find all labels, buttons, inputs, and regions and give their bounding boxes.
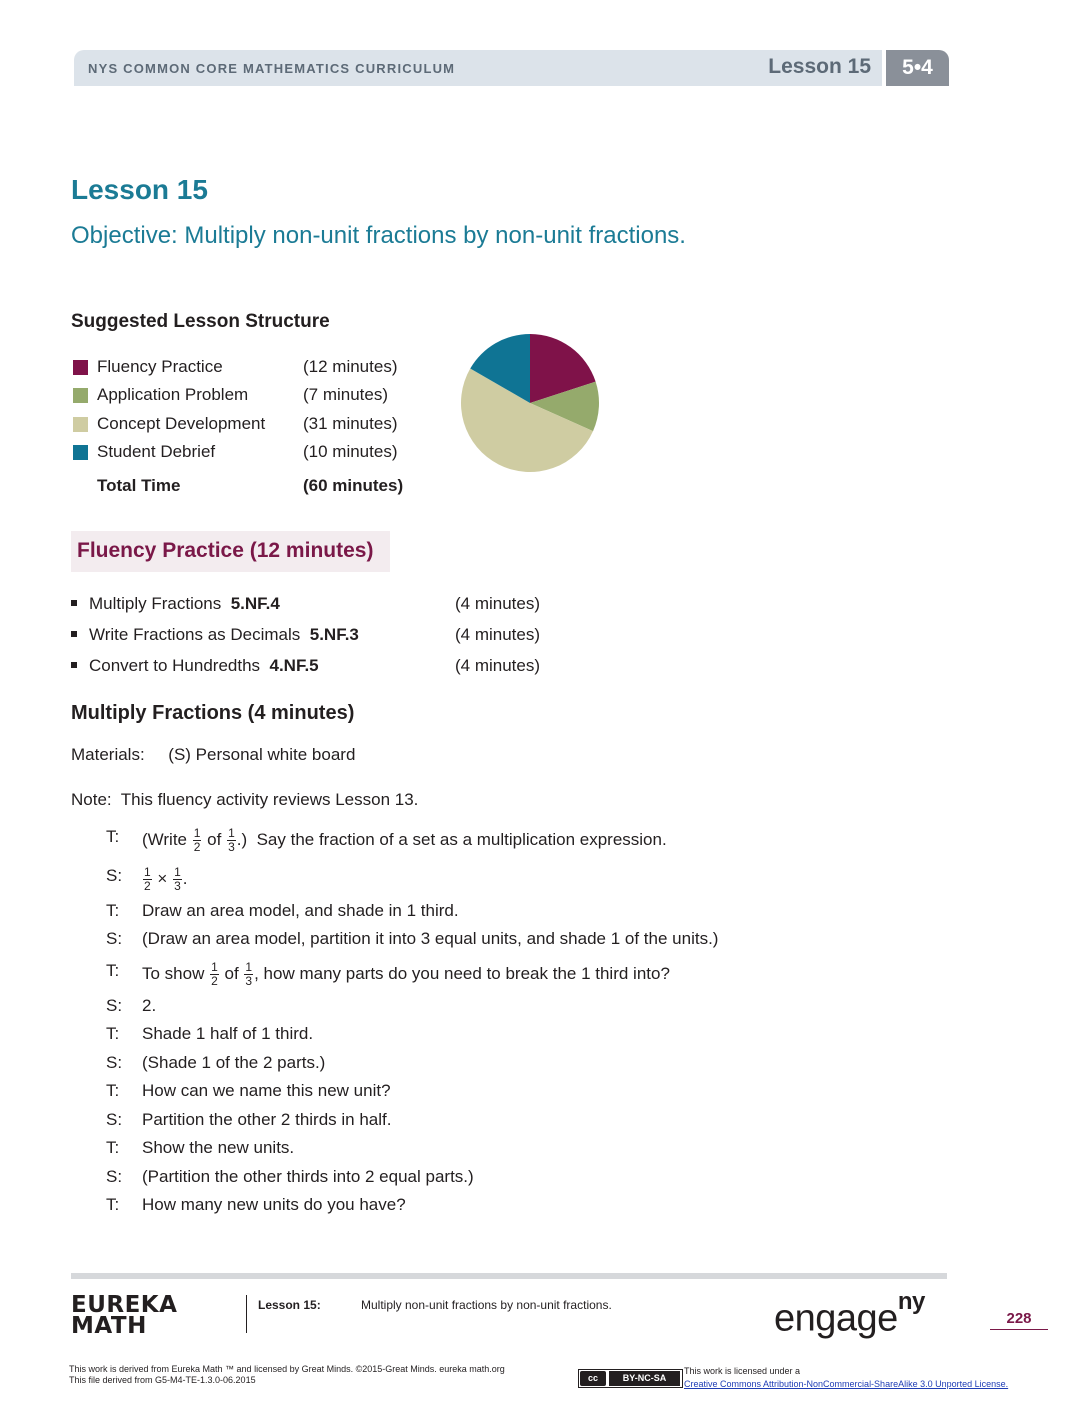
line-text: (Draw an area model, partition it into 3 equal units, and shade 1 of the units.) bbox=[142, 929, 719, 948]
fraction: $\frac{1}{3}$ bbox=[245, 960, 253, 988]
structure-name: Fluency Practice bbox=[97, 357, 223, 376]
total-minutes: (60 minutes) bbox=[303, 476, 404, 495]
module-badge: 5•4 bbox=[886, 50, 949, 86]
activity-standard: 4.NF.5 bbox=[269, 656, 319, 675]
bullet-icon bbox=[71, 631, 77, 637]
line-text: (Partition the other thirds into 2 equal parts.) bbox=[142, 1167, 474, 1186]
speaker: T: bbox=[106, 1081, 120, 1100]
structure-name: Concept Development bbox=[97, 414, 266, 433]
activity-minutes: (4 minutes) bbox=[455, 594, 541, 613]
speaker: T: bbox=[106, 1138, 120, 1157]
activity-name: Convert to Hundredths bbox=[89, 656, 261, 675]
license-text: This work is licensed under a bbox=[684, 1366, 801, 1376]
license-link[interactable]: Creative Commons Attribution-NonCommercial-ShareAlike 3.0 Unported License. bbox=[684, 1379, 1009, 1389]
derived-file: This file derived from G5-M4-TE-1.3.0-06.2015 bbox=[69, 1375, 256, 1385]
structure-minutes: (12 minutes) bbox=[303, 357, 398, 376]
bullet-icon bbox=[71, 662, 77, 668]
structure-minutes: (31 minutes) bbox=[303, 414, 398, 433]
speaker: S: bbox=[106, 1053, 123, 1072]
structure-minutes: (7 minutes) bbox=[303, 385, 389, 404]
activity-name: Multiply Fractions bbox=[89, 594, 222, 613]
footer-lesson-label: Lesson 15: bbox=[258, 1298, 321, 1312]
footer-divider bbox=[71, 1273, 947, 1279]
activity-standard: 5.NF.4 bbox=[230, 594, 280, 613]
engageny-logo: engage$^{ny}$ bbox=[774, 1288, 925, 1340]
structure-minutes: (10 minutes) bbox=[303, 442, 398, 461]
structure-heading: Suggested Lesson Structure bbox=[71, 311, 330, 332]
speaker: S: bbox=[106, 1110, 123, 1129]
materials: Materials: (S) Personal white board bbox=[71, 745, 356, 764]
cc-icon: cc bbox=[580, 1371, 606, 1386]
speaker: S: bbox=[106, 929, 123, 948]
footer-separator bbox=[246, 1295, 247, 1333]
line-text: Partition the other 2 thirds in half. bbox=[142, 1110, 392, 1129]
line-text: 2. bbox=[142, 996, 157, 1015]
speaker: T: bbox=[106, 1195, 120, 1214]
fraction: $\frac{1}{2}$ bbox=[144, 865, 151, 893]
fluency-heading: Fluency Practice (12 minutes) bbox=[77, 539, 374, 562]
legend-swatch bbox=[73, 360, 88, 375]
speaker: T: bbox=[106, 961, 120, 980]
speaker: S: bbox=[106, 1167, 123, 1186]
fraction: $\frac{1}{3}$ bbox=[228, 826, 235, 854]
lesson-pie-chart bbox=[460, 333, 600, 473]
multiply-fractions-heading: Multiply Fractions (4 minutes) bbox=[71, 702, 355, 724]
curriculum-label: NYS COMMON CORE MATHEMATICS CURRICULUM bbox=[88, 61, 456, 76]
note: Note: This fluency activity reviews Lesson 13. bbox=[71, 790, 419, 809]
line-text: (Shade 1 of the 2 parts.) bbox=[142, 1053, 326, 1072]
fraction: $\frac{1}{2}$ bbox=[211, 960, 218, 988]
line-text: Draw an area model, and shade in 1 third. bbox=[142, 901, 459, 920]
activity-name: Write Fractions as Decimals bbox=[89, 625, 301, 644]
line-text: How many new units do you have? bbox=[142, 1195, 406, 1214]
line-text: How can we name this new unit? bbox=[142, 1081, 391, 1100]
bullet-icon bbox=[71, 600, 77, 606]
activity-minutes: (4 minutes) bbox=[455, 625, 541, 644]
activity-minutes: (4 minutes) bbox=[455, 656, 541, 675]
speaker: S: bbox=[106, 996, 123, 1015]
page-number: 228 bbox=[990, 1310, 1048, 1330]
cc-license-label: BY-NC-SA bbox=[609, 1371, 680, 1386]
total-label: Total Time bbox=[97, 476, 181, 495]
structure-name: Student Debrief bbox=[97, 442, 216, 461]
page-header bbox=[74, 50, 949, 86]
fraction: $\frac{1}{3}$ bbox=[174, 865, 181, 893]
eureka-math-logo: EUREKA MATH bbox=[71, 1292, 178, 1339]
speaker: S: bbox=[106, 866, 123, 885]
header-lesson: Lesson 15 bbox=[768, 55, 871, 78]
line-text: Shade 1 half of 1 third. bbox=[142, 1024, 314, 1043]
speaker: T: bbox=[106, 827, 120, 846]
line-text: (Write bbox=[142, 829, 192, 849]
line-text: Show the new units. bbox=[142, 1138, 295, 1157]
footer-lesson-text: Multiply non-unit fractions by non-unit fractions. bbox=[361, 1298, 612, 1312]
legend-swatch bbox=[73, 445, 88, 460]
derived-note: This work is derived from Eureka Math ™ and licensed by Great Minds. ©2015-Great Minds. eureka math.org bbox=[69, 1364, 505, 1374]
legend-swatch bbox=[73, 388, 88, 403]
objective: Objective: Multiply non-unit fractions by non-unit fractions. bbox=[71, 222, 686, 249]
structure-name: Application Problem bbox=[97, 385, 249, 404]
speaker: T: bbox=[106, 901, 120, 920]
activity-standard: 5.NF.3 bbox=[309, 625, 359, 644]
line-text: To show bbox=[142, 963, 210, 983]
speaker: T: bbox=[106, 1024, 120, 1043]
fraction: $\frac{1}{2}$ bbox=[193, 826, 201, 854]
cc-license-badge[interactable] bbox=[578, 1369, 683, 1388]
lesson-title: Lesson 15 bbox=[71, 174, 208, 205]
legend-swatch bbox=[73, 417, 88, 432]
